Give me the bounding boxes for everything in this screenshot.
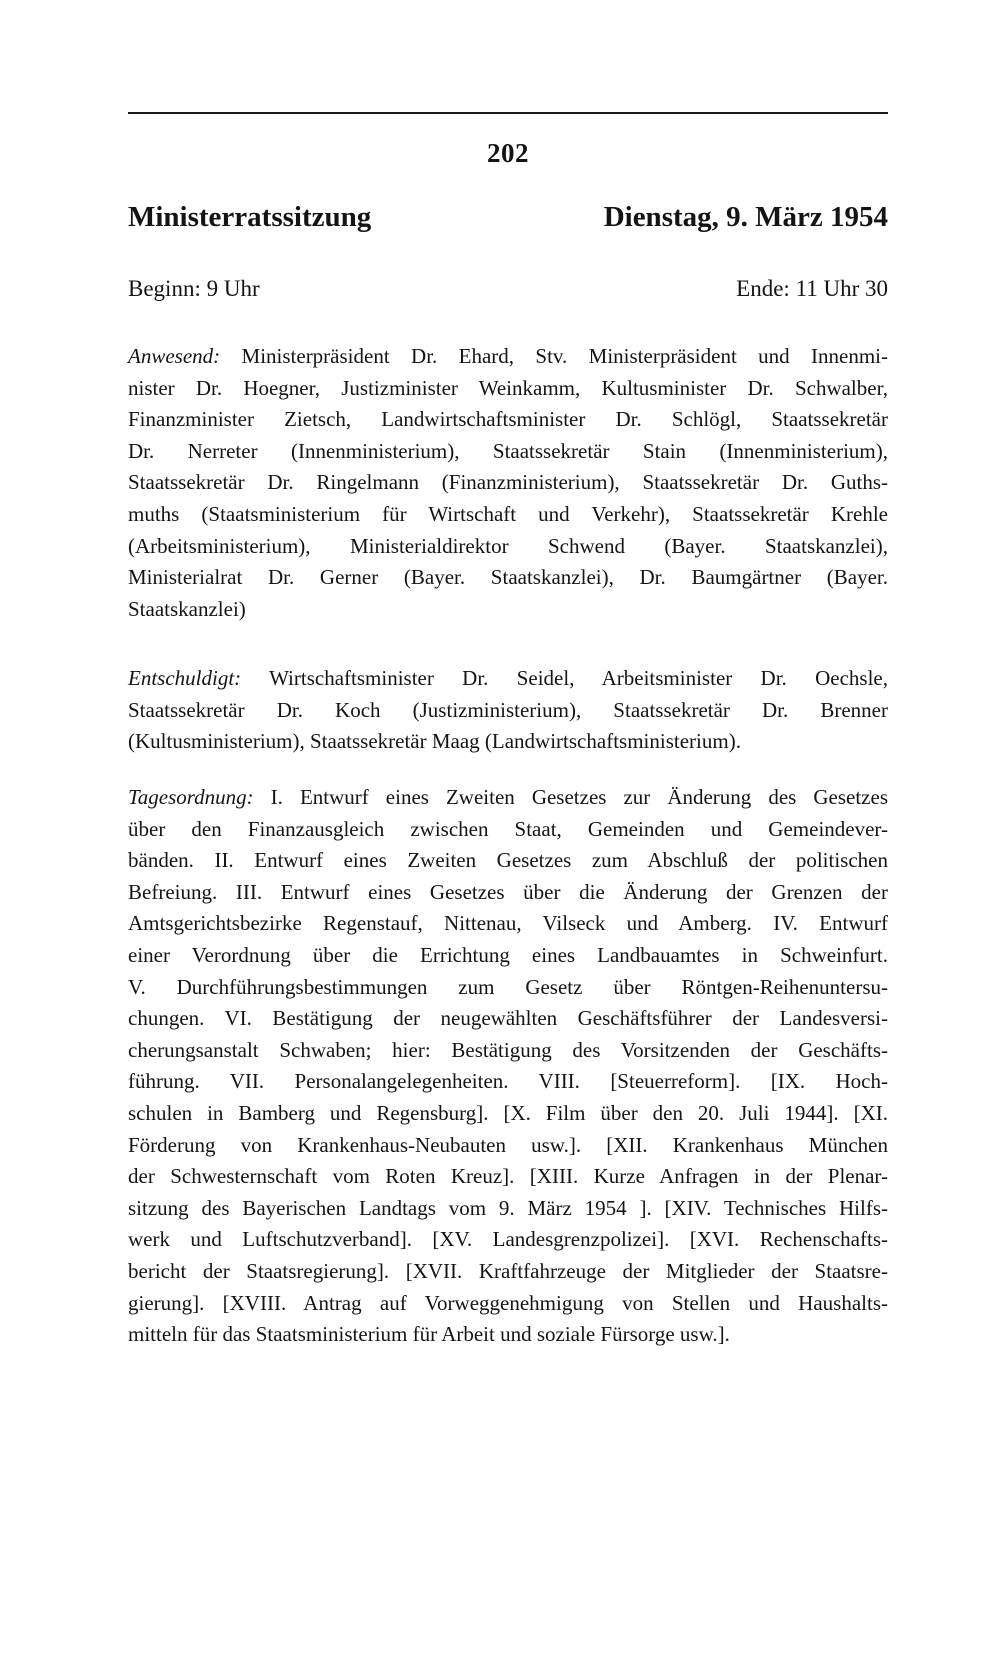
- text-line: muths (Staatsministerium für Wirtschaft und Verkehr), Staatssekretär Krehle: [128, 501, 888, 526]
- end-time: Ende: 11 Uhr 30: [736, 276, 888, 301]
- text-line: gierung]. [XVIII. Antrag auf Vorweggenehmigung von Stellen und Haushalts-: [128, 1290, 888, 1315]
- paragraph-label: Anwesend:: [128, 344, 221, 368]
- text-line: Finanzminister Zietsch, Landwirtschaftsminister Dr. Schlögl, Staatssekretär: [128, 407, 888, 432]
- text-line: über den Finanzausgleich zwischen Staat, Gemeinden und Gemeindever-: [128, 816, 888, 841]
- text-line: (Arbeitsministerium), Ministerialdirektor Schwend (Bayer. Staatskanzlei),: [128, 533, 888, 558]
- text-line: bänden. II. Entwurf eines Zweiten Gesetzes zum Abschluß der politischen: [128, 848, 888, 873]
- session-header: [128, 201, 888, 234]
- paragraph-attendance: [128, 341, 888, 625]
- session-date: Dienstag, 9. März 1954: [603, 201, 888, 233]
- text-line: nister Dr. Hoegner, Justizminister Weinkamm, Kultusminister Dr. Schwalber,: [128, 375, 888, 400]
- text-line: einer Verordnung über die Errichtung eines Landbauamtes in Schweinfurt.: [128, 942, 888, 967]
- paragraph-excused: [128, 663, 888, 758]
- text-line: Ministerialrat Dr. Gerner (Bayer. Staatskanzlei), Dr. Baumgärtner (Bayer.: [128, 565, 888, 590]
- paragraph-agenda: [128, 782, 888, 1351]
- session-times: [128, 276, 888, 302]
- text-line: führung. VII. Personalangelegenheiten. VIII. [Steuerreform]. [IX. Hoch-: [128, 1069, 888, 1094]
- text-line: Förderung von Krankenhaus-Neubauten usw.]. [XII. Krankenhaus München: [128, 1132, 888, 1157]
- begin-time: Beginn: 9 Uhr: [128, 276, 260, 301]
- text-line: Staatskanzlei): [128, 596, 246, 621]
- text-line: werk und Luftschutzverband]. [XV. Landesgrenzpolizei]. [XVI. Rechenschafts-: [128, 1227, 888, 1252]
- page-number: 202: [487, 138, 529, 168]
- text-line: (Kultusministerium), Staatssekretär Maag (Landwirtschaftsministerium).: [128, 729, 741, 754]
- text-line: bericht der Staatsregierung]. [XVII. Kraftfahrzeuge der Mitglieder der Staatsre-: [128, 1258, 888, 1283]
- text-line: cherungsanstalt Schwaben; hier: Bestätigung des Vorsitzenden der Geschäfts-: [128, 1037, 888, 1062]
- text-line: chungen. VI. Bestätigung der neugewählten Geschäftsführer der Landesversi-: [128, 1006, 888, 1031]
- text-line: Befreiung. III. Entwurf eines Gesetzes über die Änderung der Grenzen der: [128, 879, 888, 904]
- text-line: Amtsgerichtsbezirke Regenstauf, Nittenau, Vilseck und Amberg. IV. Entwurf: [128, 911, 888, 936]
- text-line: schulen in Bamberg und Regensburg]. [X. Film über den 20. Juli 1944]. [XI.: [128, 1100, 888, 1125]
- text-line: Staatssekretär Dr. Koch (Justizministerium), Staatssekretär Dr. Brenner: [128, 697, 888, 722]
- paragraph-label: Tagesordnung:: [128, 785, 254, 809]
- text-line: Tagesordnung: I. Entwurf eines Zweiten Gesetzes zur Änderung des Gesetzes: [128, 785, 888, 809]
- paragraph-label: Entschuldigt:: [128, 666, 242, 690]
- text-line: der Schwesternschaft vom Roten Kreuz]. [XIII. Kurze Anfragen in der Plenar-: [128, 1164, 888, 1189]
- session-title: Ministerratssitzung: [128, 201, 372, 233]
- text-line: Staatssekretär Dr. Ringelmann (Finanzministerium), Staatssekretär Dr. Guths-: [128, 470, 888, 495]
- text-line: V. Durchführungsbestimmungen zum Gesetz über Röntgen-Reihenuntersu-: [128, 974, 888, 999]
- text-line: Anwesend: Ministerpräsident Dr. Ehard, Stv. Ministerpräsident und Innenmi-: [128, 344, 888, 368]
- text-line: Entschuldigt: Wirtschaftsminister Dr. Seidel, Arbeitsminister Dr. Oechsle,: [128, 666, 888, 690]
- text-line: mitteln für das Staatsministerium für Arbeit und soziale Fürsorge usw.].: [128, 1322, 730, 1347]
- text-line: sitzung des Bayerischen Landtags vom 9. März 1954 ]. [XIV. Technisches Hilfs-: [128, 1195, 888, 1220]
- top-divider: [128, 112, 888, 114]
- text-line: Dr. Nerreter (Innenministerium), Staatssekretär Stain (Innenministerium),: [128, 438, 888, 463]
